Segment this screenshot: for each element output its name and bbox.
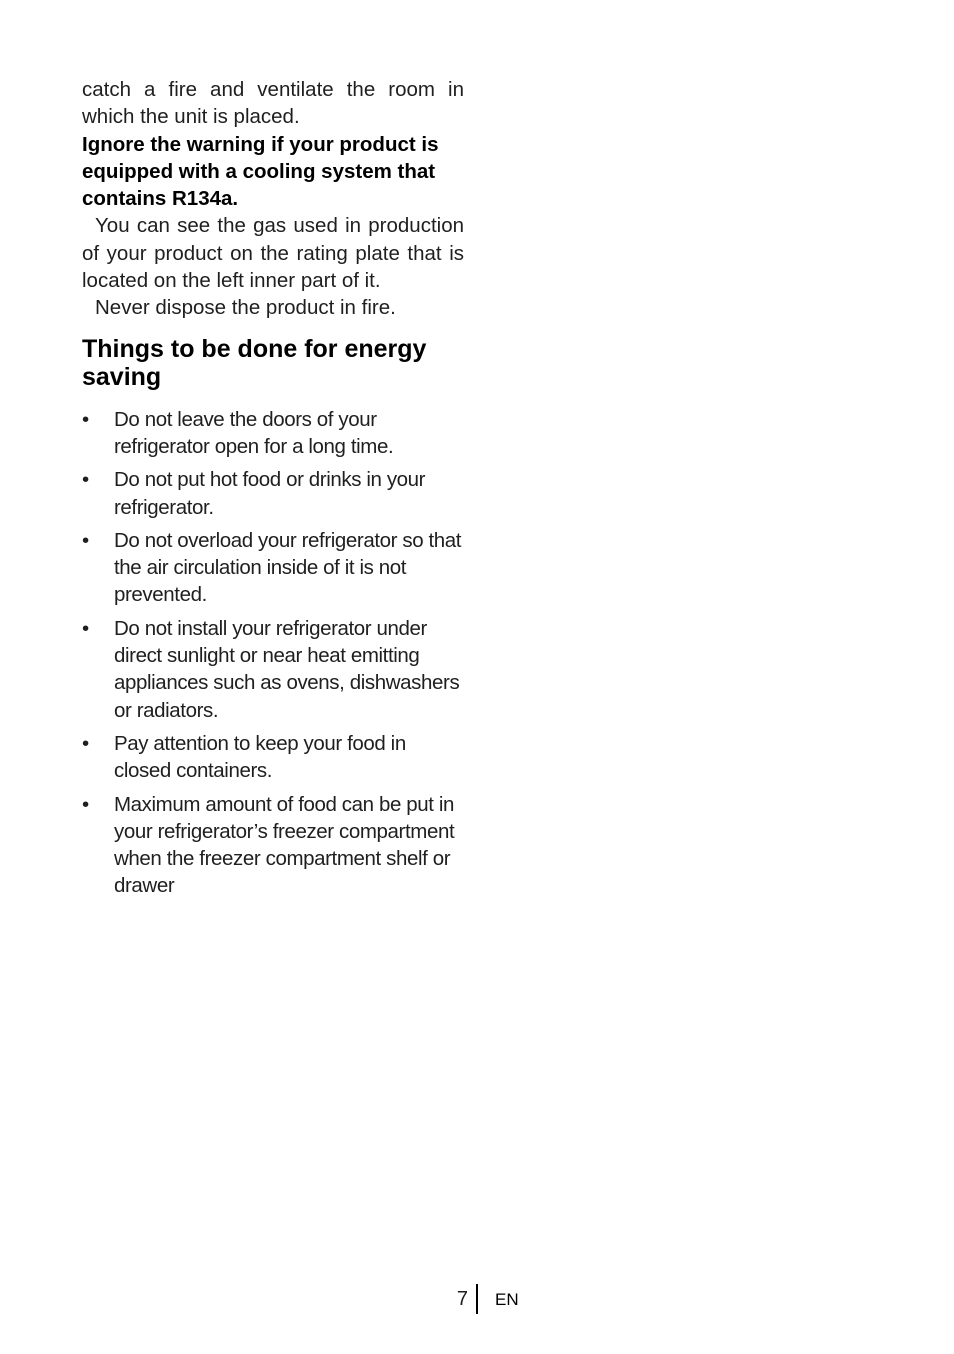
page-footer [0,1284,954,1316]
gas-info-paragraph: You can see the gas used in production of your product on the rating plate that is located on the left inner part of it. [82,214,464,293]
r134a-warning: Ignore the warning if your product is equipped with a cooling system that contains R134a. [82,132,439,211]
list-item [82,466,464,521]
list-item [82,615,464,724]
list-item [82,730,464,785]
energy-saving-list [82,406,464,900]
list-item-text: Do not leave the doors of your refrigerator open for a long time. [114,407,394,458]
list-item [82,527,464,609]
bullet-icon: • [82,731,89,755]
language-code: EN [495,1290,519,1309]
text-column [82,76,464,906]
list-item [82,791,464,900]
list-item-text: Do not put hot food or drinks in your refrigerator. [114,468,426,519]
bullet-icon: • [82,616,89,640]
dispose-paragraph: Never dispose the product in fire. [95,296,396,320]
footer-divider [476,1284,478,1314]
list-item-text: Do not install your refrigerator under direct sunlight or near heat emitting appliances such as ovens, dishwashers or radiators. [114,616,460,722]
bullet-icon: • [82,468,89,492]
list-item [82,406,464,461]
list-item-text: Pay attention to keep your food in closed containers. [114,731,406,783]
intro-continuation: catch a fire and ventilate the room in which the unit is placed. [82,78,464,129]
list-item-text: Do not overload your refrigerator so that the air circulation inside of it is not prevented. [114,528,462,607]
bullet-icon: • [82,528,89,552]
list-item-text: Maximum amount of food can be put in your refrigerator’s freezer compartment when the freezer compartment shelf or drawer [114,792,455,898]
page-number: 7 [456,1288,468,1310]
bullet-icon: • [82,407,89,431]
section-title: Things to be done for energy saving [82,334,427,391]
bullet-icon: • [82,792,89,816]
